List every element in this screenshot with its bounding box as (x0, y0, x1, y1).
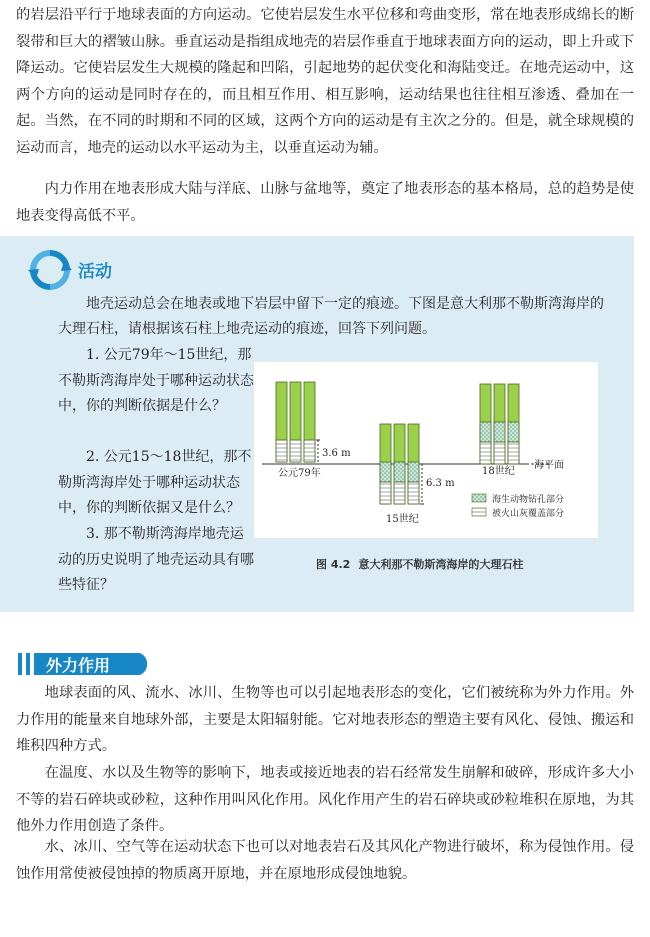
label-sink: 6.3 m (426, 478, 455, 489)
question-3: 3. 那不勒斯湾海岸地壳运动的历史说明了地壳运动具有哪些特征？ (58, 526, 254, 593)
columns-15th-century (380, 424, 419, 504)
section-title: 外力作用 (46, 656, 111, 675)
figure-caption (316, 556, 523, 572)
legend (472, 493, 564, 519)
section-paragraph-2: 在温度、水以及生物等的影响下，地表或接近地表的岩石经常发生崩解和破碎，形成许多大小不等的岩石碎块或砂粒，这种作用叫风化作用。风化作用产生的岩石碎块或砂粒堆积在原地，为其他外力作用创造了条件。 (16, 765, 634, 834)
body-paragraph-2: 内力作用在地表形成大陆与洋底、山脉与盆地等，奠定了地表形态的基本格局，总的趋势是使地表变得高低不平。 (16, 181, 634, 224)
label-18th-century: 18世纪 (482, 466, 515, 477)
activity-intro: 地壳运动总会在地表或地下岩层中留下一定的痕迹。下图是意大利那不勒斯湾海岸的大理石柱，请根据该石柱上地壳运动的痕迹，回答下列问题。 (58, 296, 604, 337)
label-ad79: 公元79年 (278, 468, 321, 479)
label-15th-century: 15世纪 (386, 514, 419, 525)
section-paragraph-3: 水、冰川、空气等在运动状态下也可以对地表岩石及其风化产物进行破坏，称为侵蚀作用。侵蚀作用常使被侵蚀掉的物质离开原地，并在原地形成侵蚀地貌。 (16, 839, 634, 882)
label-rise: 3.6 m (322, 448, 351, 459)
question-1: 1. 公元79年～15世纪，那不勒斯湾海岸处于哪种运动状态中，你的判断依据是什么？ (58, 347, 254, 414)
columns-ad79 (276, 382, 315, 462)
figure-caption-text: 意大利那不勒斯湾海岸的大理石柱 (358, 558, 524, 571)
sea-level-label: 海平面 (534, 460, 564, 471)
figure-panel (254, 362, 598, 538)
question-2: 2. 公元15～18世纪，那不勒斯湾海岸处于哪种运动状态中，你的判断依据又是什么？ (58, 449, 252, 516)
marble-columns-diagram (254, 362, 598, 538)
activity-title: 活动 (78, 262, 112, 282)
columns-18th-century (480, 384, 519, 464)
legend-ash: 被火山灰覆盖部分 (492, 509, 565, 519)
figure-number: 图 4.2 (316, 558, 351, 571)
legend-bored: 海生动物钻孔部分 (492, 495, 565, 505)
cycle-arrows-icon (28, 248, 72, 292)
section-paragraph-1: 地球表面的风、流水、冰川、生物等也可以引起地表形态的变化，它们被统称为外力作用。外力作用的能量来自地球外部，主要是太阳辐射能。它对地表形态的塑造主要有风化、侵蚀、搬运和堆积四种方式。 (16, 685, 634, 754)
body-paragraph-1: 的岩层沿平行于地球表面的方向运动。它使岩层发生水平位移和弯曲变形，常在地表形成绵长的断裂带和巨大的褶皱山脉。垂直运动是指组成地壳的岩层作垂直于地球表面方向的运动，即上升或下降运动。它使岩层发生大规模的隆起和凹陷，引起地势的起伏变化和海陆变迁。在地壳运动中，这两个方向的运动是同时存在的，而且相互作用、相互影响，运动结果也往往相互渗透、叠加在一起。当然，在不同的时期和不同的区域，这两个方向的运动是有主次之分的。但是，就全球规模的运动而言，地壳的运动以水平运动为主，以垂直运动为辅。 (16, 7, 634, 156)
